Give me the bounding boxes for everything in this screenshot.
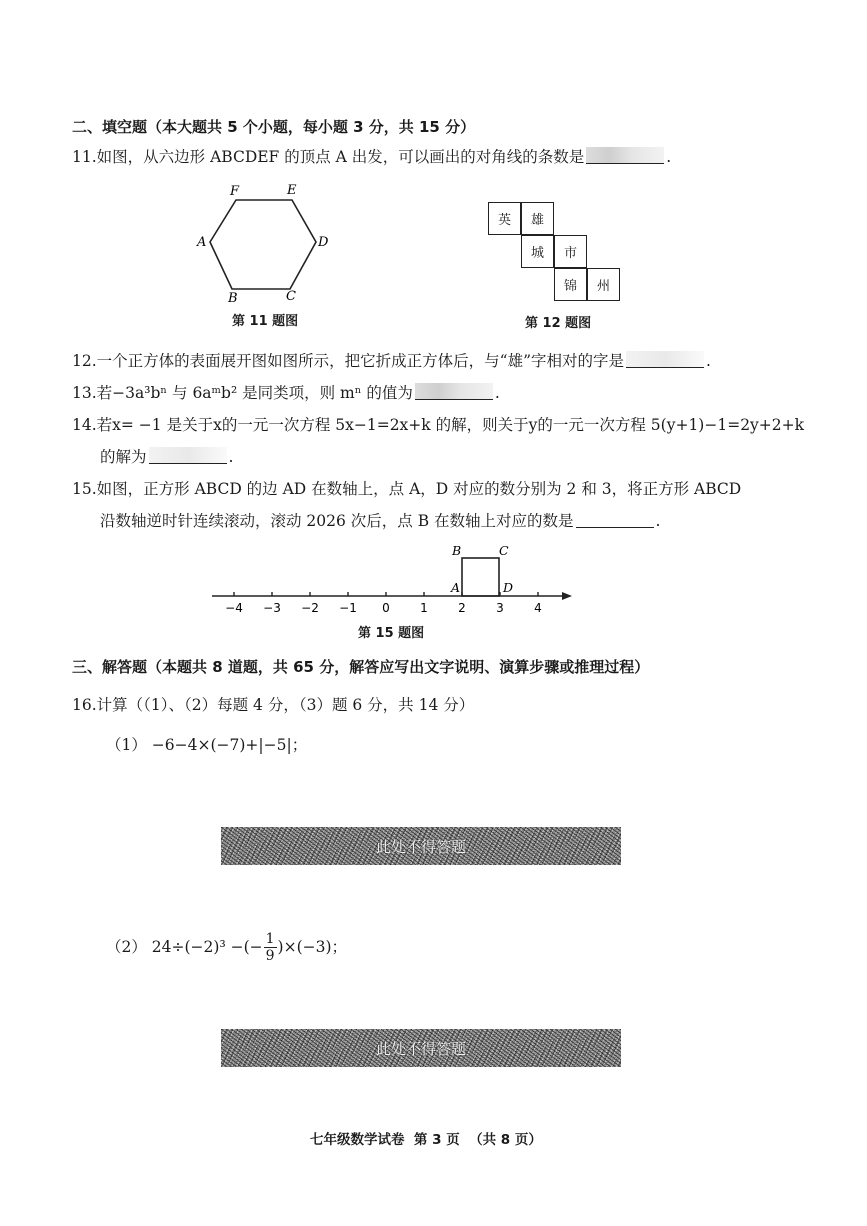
hexagon-label-b: B <box>228 291 238 306</box>
question-11-end: . <box>666 148 672 166</box>
question-11-text: 如图，从六边形 ABCDEF 的顶点 A 出发，可以画出的对角线的条数是 <box>96 148 585 166</box>
number-line-tick-label: 2 <box>458 601 466 615</box>
hexagon-label-d: D <box>318 235 329 250</box>
question-15-number: 15. <box>72 480 97 498</box>
question-15-text: 如图，正方形 ABCD 的边 AD 在数轴上，点 A，D 对应的数分别为 2 和 3，将正方形 ABCD <box>96 480 742 498</box>
question-14-end: . <box>228 448 234 466</box>
question-14-line-1 <box>72 414 804 436</box>
square-label-c: C <box>499 543 509 558</box>
question-14-text-2: 的解为 <box>100 448 147 466</box>
section-3-heading: 三、解答题（本题共 8 道题，共 65 分，解答应写出文字说明、演算步骤或推理过程） <box>72 658 650 676</box>
question-11 <box>72 146 671 168</box>
fraction-one-ninth <box>264 931 277 964</box>
question-12 <box>72 350 711 372</box>
question-12-end: . <box>706 352 711 370</box>
question-16 <box>72 694 474 716</box>
question-14-line-2 <box>100 446 233 468</box>
question-16-part-1: （1） −6−4×(−7)+|−5|； <box>106 736 308 754</box>
question-15-line-1 <box>72 478 741 500</box>
answer-blank-12 <box>626 351 704 368</box>
figure-12-caption: 第 12 题图 <box>525 316 592 331</box>
number-line-figure <box>200 540 590 620</box>
number-line-tick-label: 3 <box>496 601 504 615</box>
question-15-text-2: 沿数轴逆时针连续滚动，滚动 2026 次后，点 B 在数轴上对应的数是 <box>100 512 574 530</box>
cube-net-cell-1: 英 <box>488 202 521 235</box>
question-14-number: 14. <box>72 416 97 434</box>
answer-blank-13 <box>415 383 493 400</box>
answer-blank-11 <box>586 147 664 164</box>
question-14-text: 若x= −1 是关于x的一元一次方程 5x−1=2x+k 的解，则关于y的一元一次方程 5(y+1)−1=2y+2+k <box>96 416 805 434</box>
question-16-part-2-prefix: （2） 24÷(−2)³ −(− <box>106 938 263 956</box>
question-16-number: 16. <box>72 696 97 714</box>
hexagon-label-f: F <box>230 184 240 199</box>
no-answer-zone-2 <box>221 1029 621 1067</box>
figure-11-caption: 第 11 题图 <box>232 314 299 329</box>
square-abcd <box>462 558 499 596</box>
number-line-tick-label: 4 <box>534 601 542 615</box>
question-11-number: 11. <box>72 148 97 166</box>
question-12-number: 12. <box>72 352 97 370</box>
question-13 <box>72 382 500 404</box>
hexagon-label-a: A <box>197 235 207 250</box>
cube-net-figure <box>488 202 628 304</box>
question-15-line-2 <box>100 510 660 532</box>
question-16-part-2 <box>106 922 347 972</box>
hexagon-label-c: C <box>286 289 296 304</box>
number-line-tick-label: −3 <box>263 601 281 615</box>
fraction-denominator: 9 <box>265 947 275 964</box>
no-answer-label-1: 此处不得答题 <box>375 837 466 856</box>
answer-blank-15 <box>576 511 654 528</box>
no-answer-label-2: 此处不得答题 <box>375 1039 466 1058</box>
hexagon-shape <box>210 200 316 289</box>
number-line-arrow-icon <box>562 592 572 600</box>
square-label-a: A <box>451 580 461 595</box>
fraction-numerator: 1 <box>265 930 275 947</box>
section-2-heading: 二、填空题（本大题共 5 个小题，每小题 3 分，共 15 分） <box>72 118 476 136</box>
number-line-tick-label: −4 <box>225 601 243 615</box>
question-15-end: . <box>655 512 661 530</box>
question-16-text: 计算（（1）、（2）每题 4 分，（3）题 6 分，共 14 分） <box>96 696 475 714</box>
question-13-number: 13. <box>72 384 97 402</box>
cube-net-cell-4: 市 <box>554 235 587 268</box>
hexagon-figure <box>190 178 340 306</box>
question-12-text: 一个正方体的表面展开图如图所示，把它折成正方体后，与“雄”字相对的字是 <box>96 352 625 370</box>
cube-net-cell-2: 雄 <box>521 202 554 235</box>
question-13-text: 若−3a³bⁿ 与 6aᵐb² 是同类项，则 mⁿ 的值为 <box>96 384 413 402</box>
figure-15-caption: 第 15 题图 <box>358 626 425 641</box>
question-16-part-2-suffix: )×(−3)； <box>277 938 348 956</box>
number-line-tick-label: −1 <box>339 601 357 615</box>
page-footer: 七年级数学试卷 第 3 页 （共 8 页） <box>310 1132 542 1148</box>
number-line-tick-label: 0 <box>382 601 390 615</box>
answer-blank-14 <box>149 447 227 464</box>
square-label-b: B <box>452 543 462 558</box>
number-line-tick-label: 1 <box>420 601 428 615</box>
cube-net-cell-5: 锦 <box>554 268 587 301</box>
hexagon-label-e: E <box>287 183 297 198</box>
number-line-tick-label: −2 <box>301 601 319 615</box>
no-answer-zone-1 <box>221 827 621 865</box>
cube-net-cell-6: 州 <box>587 268 620 301</box>
question-13-end: . <box>494 384 500 402</box>
square-label-d: D <box>503 580 514 595</box>
cube-net-cell-3: 城 <box>521 235 554 268</box>
